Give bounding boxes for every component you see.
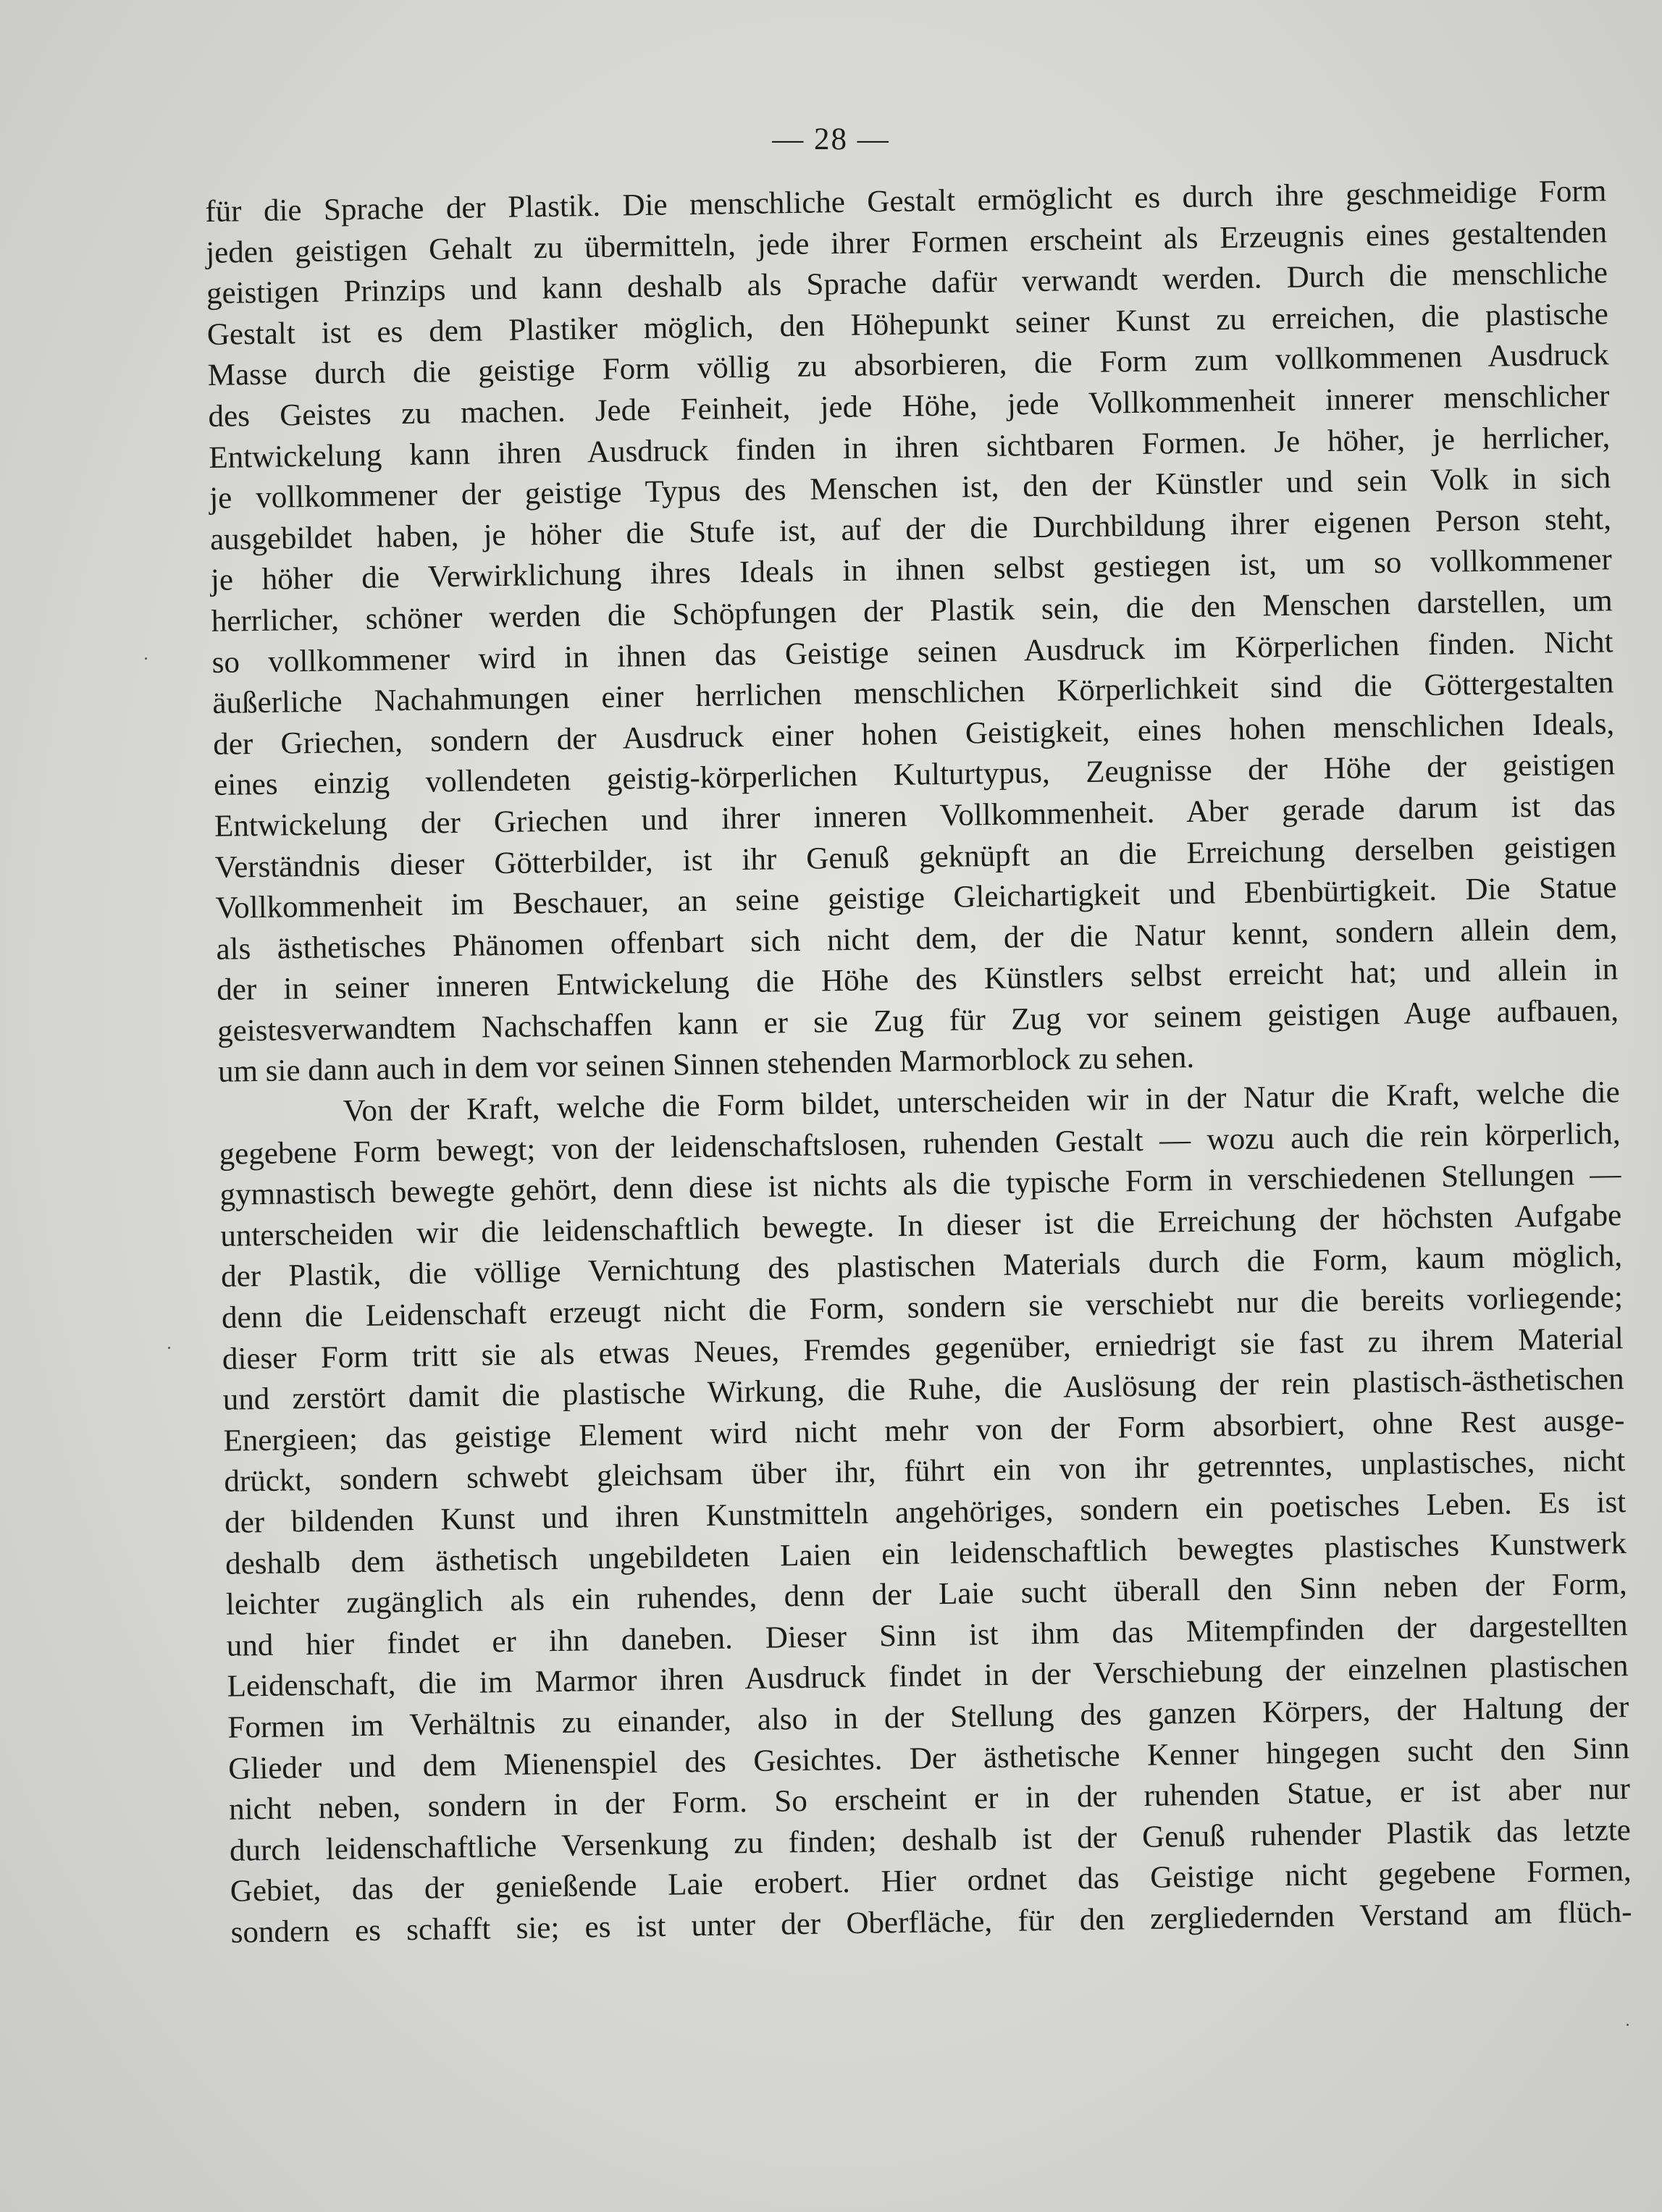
text-line: äußerliche Nachahmungen einer herrlichen menschlichen Körperlichkeit sind die Göttergestalten xyxy=(212,665,1614,721)
text-line: der bildenden Kunst und ihren Kunstmitteln angehöriges, sondern ein poetisches Leben. Es ist xyxy=(224,1485,1627,1540)
text-line: und zerstört damit die plastische Wirkung, die Ruhe, die Auslösung der rein plastisch-ästhetischen xyxy=(222,1362,1624,1418)
text-line: Glieder und dem Mienenspiel des Gesichtes. Der ästhetische Kenner hingegen sucht den Sinn xyxy=(227,1731,1630,1786)
body-text xyxy=(205,171,1632,1954)
text-line: Masse durch die geistige Form völlig zu absorbieren, die Form zum vollkommenen Ausdruck xyxy=(207,337,1609,393)
text-line: Gebiet, das der genießende Laie erobert. Hier ordnet das Geistige nicht gegebene Formen, xyxy=(230,1854,1632,1909)
text-line: Entwickelung der Griechen und ihrer inneren Vollkommenheit. Aber gerade darum ist das xyxy=(214,789,1616,844)
text-line: ausgebildet haben, je höher die Stufe ist, auf der die Durchbildung ihrer eigenen Person steht, xyxy=(209,501,1612,557)
scan-speck xyxy=(168,1347,170,1349)
text-line: gegebene Form bewegt; von der leidenschaftslosen, ruhenden Gestalt — wozu auch die rein körperlich, xyxy=(219,1116,1621,1172)
text-line: herrlicher, schöner werden die Schöpfungen der Plastik sein, die den Menschen darstellen, um xyxy=(211,584,1613,639)
text-line: Entwickelung kann ihren Ausdruck finden in ihren sichtbaren Formen. Je höher, je herrlicher, xyxy=(209,419,1611,475)
text-line: deshalb dem ästhetisch ungebildeten Laien ein leidenschaftlich bewegtes plastisches Kunstwerk xyxy=(224,1526,1627,1581)
text-line: je vollkommener der geistige Typus des Menschen ist, den der Künstler und sein Volk in sich xyxy=(209,461,1611,516)
text-line: der in seiner inneren Entwickelung die Höhe des Künstlers selbst erreicht hat; und allein in xyxy=(217,952,1619,1008)
text-line: geistigen Prinzips und kann deshalb als Sprache dafür verwandt werden. Durch die menschliche xyxy=(206,256,1608,311)
scan-speck xyxy=(1627,2024,1629,2026)
text-line: gymnastisch bewegte gehört, denn diese ist nichts als die typische Form in verschiedenen Stellungen — xyxy=(219,1157,1621,1213)
text-line: geistesverwandtem Nachschaffen kann er sie Zug für Zug vor seinem geistigen Auge aufbauen, xyxy=(217,993,1619,1048)
text-line: der Plastik, die völlige Vernichtung des plastischen Materials durch die Form, kaum möglich, xyxy=(220,1239,1623,1295)
text-line: sondern es schafft sie; es ist unter der Oberfläche, für den zergliedernden Verstand am flüch- xyxy=(230,1894,1632,1950)
text-line: der Griechen, sondern der Ausdruck einer hohen Geistigkeit, eines hohen menschlichen Ideals, xyxy=(212,706,1615,762)
text-line: des Geistes zu machen. Jede Feinheit, jede Höhe, jede Vollkommenheit innerer menschlicher xyxy=(208,379,1610,434)
text-line: jeden geistigen Gehalt zu übermitteln, jede ihrer Formen erscheint als Erzeugnis eines gestaltenden xyxy=(205,214,1608,270)
text-line: um sie dann auch in dem vor seinen Sinnen stehenden Marmorblock zu sehen. xyxy=(217,1040,1195,1090)
text-line: Leidenschaft, die im Marmor ihren Ausdruck findet in der Verschiebung der einzelnen plastischen xyxy=(227,1649,1629,1704)
text-line: denn die Leidenschaft erzeugt nicht die Form, sondern sie verschiebt nur die bereits vorliegende; xyxy=(221,1280,1624,1335)
text-line: drückt, sondern schwebt gleichsam über ihr, führt ein von ihr getrenntes, unplastisches, nicht xyxy=(224,1444,1626,1500)
paragraph xyxy=(218,1072,1632,1954)
text-line: so vollkommener wird in ihnen das Geistige seinen Ausdruck im Körperlichen finden. Nicht xyxy=(211,624,1613,680)
text-line: durch leidenschaftliche Versenkung zu finden; deshalb ist der Genuß ruhender Plastik das letzte xyxy=(229,1812,1632,1868)
text-line: Energieen; das geistige Element wird nicht mehr von der Form absorbiert, ohne Rest ausge- xyxy=(223,1403,1625,1458)
text-line: Formen im Verhältnis zu einander, also in der Stellung des ganzen Körpers, der Haltung der xyxy=(227,1690,1629,1745)
text-line: Verständnis dieser Götterbilder, ist ihr Genuß geknüpft an die Erreichung derselben geistigen xyxy=(214,829,1616,885)
text-line: leichter zugänglich als ein ruhendes, denn der Laie sucht überall den Sinn neben der Form, xyxy=(225,1567,1628,1622)
text-line: als ästhetisches Phänomen offenbart sich nicht dem, der die Natur kennt, sondern allein dem, xyxy=(216,911,1618,967)
text-line: unterscheiden wir die leidenschaftlich bewegte. In dieser ist die Erreichung der höchsten Aufgabe xyxy=(220,1198,1622,1253)
text-line: für die Sprache der Plastik. Die menschliche Gestalt ermöglicht es durch ihre geschmeidige Form xyxy=(205,174,1607,229)
page-number: — 28 — xyxy=(772,122,890,156)
text-line: dieser Form tritt sie als etwas Neues, Fremdes gegenüber, erniedrigt sie fast zu ihrem Material xyxy=(222,1321,1624,1376)
text-line: Von der Kraft, welche die Form bildet, unterscheiden wir in der Natur die Kraft, welche die xyxy=(343,1075,1621,1129)
paragraph xyxy=(205,171,1619,1093)
scan-speck xyxy=(145,657,147,660)
text-line: und hier findet er ihn daneben. Dieser Sinn ist ihm das Mitempfinden der dargestellten xyxy=(226,1607,1628,1663)
text-line: nicht neben, sondern in der Form. So erscheint er in der ruhenden Statue, er ist aber nur xyxy=(228,1772,1631,1827)
text-line: Vollkommenheit im Beschauer, an seine geistige Gleichartigkeit und Ebenbürtigkeit. Die Statue xyxy=(215,870,1617,925)
text-line: eines einzig vollendeten geistig-körperlichen Kulturtypus, Zeugnisse der Höhe der geistigen xyxy=(213,747,1616,803)
text-line: je höher die Verwirklichung ihres Ideals in ihnen selbst gestiegen ist, um so vollkommener xyxy=(210,542,1613,598)
text-line: Gestalt ist es dem Plastiker möglich, den Höhepunkt seiner Kunst zu erreichen, die plastische xyxy=(206,297,1609,352)
